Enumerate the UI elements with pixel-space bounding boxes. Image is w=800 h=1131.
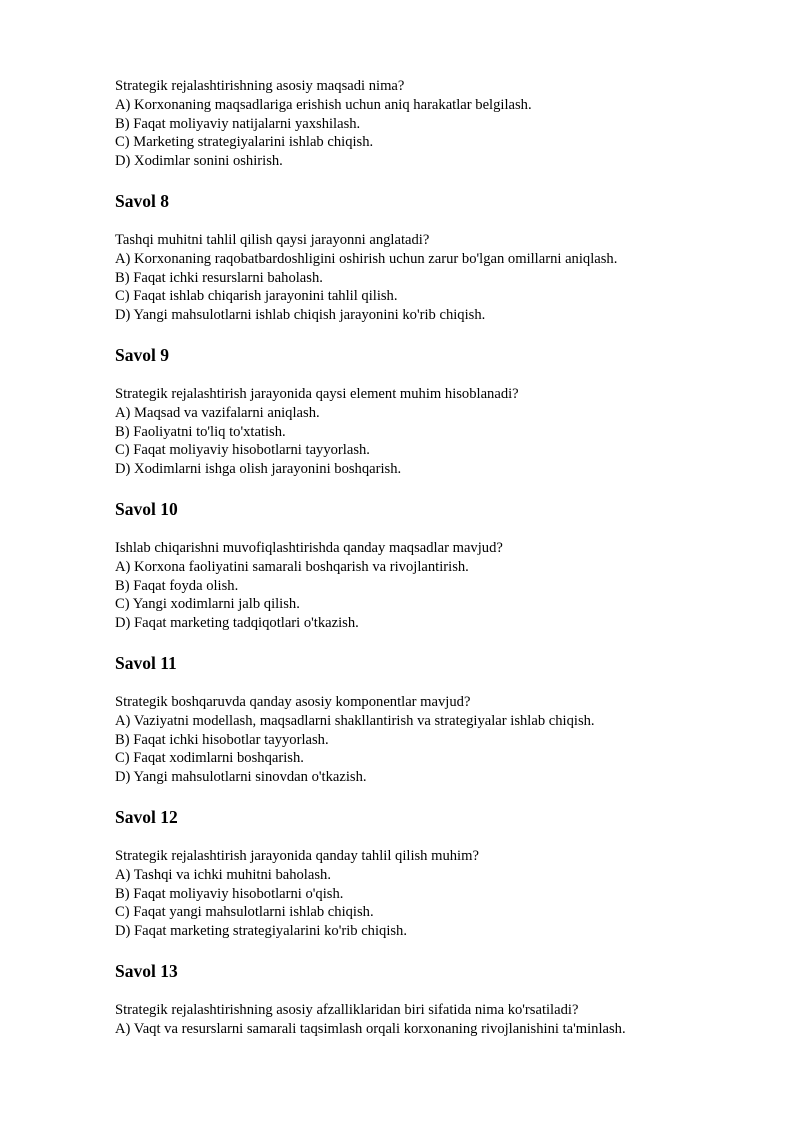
question-block-savol-10: [115, 539, 715, 633]
answer-option-b: B) Faqat ichki resurslarni baholash.: [115, 269, 323, 286]
section-heading-savol-11: Savol 11: [115, 652, 177, 673]
answer-option-d: D) Xodimlarni ishga olish jarayonini boshqarish.: [115, 461, 402, 478]
question-block-savol-12: [115, 847, 715, 941]
question-block-savol-9: [115, 385, 715, 479]
answer-option-c: C) Faqat ishlab chiqarish jarayonini tahlil qilish.: [115, 288, 398, 305]
question-text: Strategik rejalashtirish jarayonida qanday tahlil qilish muhim?: [115, 847, 479, 864]
question-block-savol-8: [115, 231, 715, 325]
answer-option-b: B) Faoliyatni to'liq to'xtatish.: [115, 423, 286, 440]
answer-option-d: D) Faqat marketing tadqiqotlari o'tkazish.: [115, 615, 359, 632]
question-text: Strategik rejalashtirish jarayonida qaysi element muhim hisoblanadi?: [115, 385, 519, 402]
answer-option-a: A) Vaziyatni modellash, maqsadlarni shakllantirish va strategiyalar ishlab chiqish.: [115, 712, 595, 729]
answer-option-a: A) Vaqt va resurslarni samarali taqsimlash orqali korxonaning rivojlanishini ta'minlash.: [115, 1020, 626, 1037]
section-heading-savol-8: Savol 8: [115, 190, 169, 211]
question-text: Strategik rejalashtirishning asosiy afzalliklaridan biri sifatida nima ko'rsatiladi?: [115, 1001, 579, 1018]
question-block-savol-13: [115, 1001, 715, 1039]
answer-option-c: C) Faqat xodimlarni boshqarish.: [115, 750, 304, 767]
answer-option-c: C) Faqat moliyaviy hisobotlarni tayyorlash.: [115, 442, 370, 459]
answer-option-a: A) Maqsad va vazifalarni aniqlash.: [115, 404, 320, 421]
question-text: Tashqi muhitni tahlil qilish qaysi jarayonni anglatadi?: [115, 231, 430, 248]
answer-option-c: C) Marketing strategiyalarini ishlab chiqish.: [115, 134, 374, 151]
section-heading-savol-10: Savol 10: [115, 498, 178, 519]
answer-option-d: D) Yangi mahsulotlarni sinovdan o'tkazish.: [115, 769, 367, 786]
answer-option-a: A) Korxonaning raqobatbardoshligini oshirish uchun zarur bo'lgan omillarni aniqlash.: [115, 250, 618, 267]
document-page: [115, 77, 715, 1039]
answer-option-d: D) Xodimlar sonini oshirish.: [115, 153, 283, 170]
answer-option-b: B) Faqat foyda olish.: [115, 577, 239, 594]
answer-option-a: A) Tashqi va ichki muhitni baholash.: [115, 866, 331, 883]
section-heading-savol-13: Savol 13: [115, 960, 178, 981]
question-text: Strategik boshqaruvda qanday asosiy komponentlar mavjud?: [115, 693, 471, 710]
question-block-intro: [115, 77, 715, 171]
question-block-savol-11: [115, 693, 715, 787]
question-text: Ishlab chiqarishni muvofiqlashtirishda qanday maqsadlar mavjud?: [115, 539, 503, 556]
answer-option-a: A) Korxona faoliyatini samarali boshqarish va rivojlantirish.: [115, 558, 469, 575]
answer-option-d: D) Yangi mahsulotlarni ishlab chiqish jarayonini ko'rib chiqish.: [115, 307, 486, 324]
question-text: Strategik rejalashtirishning asosiy maqsadi nima?: [115, 78, 405, 94]
answer-option-c: C) Yangi xodimlarni jalb qilish.: [115, 596, 300, 613]
answer-option-a: A) Korxonaning maqsadlariga erishish uchun aniq harakatlar belgilash.: [115, 96, 532, 113]
answer-option-b: B) Faqat moliyaviy natijalarni yaxshilash.: [115, 115, 361, 132]
answer-option-d: D) Faqat marketing strategiyalarini ko'rib chiqish.: [115, 923, 407, 940]
section-heading-savol-9: Savol 9: [115, 344, 169, 365]
answer-option-c: C) Faqat yangi mahsulotlarni ishlab chiqish.: [115, 904, 374, 921]
answer-option-b: B) Faqat ichki hisobotlar tayyorlash.: [115, 731, 329, 748]
section-heading-savol-12: Savol 12: [115, 806, 178, 827]
answer-option-b: B) Faqat moliyaviy hisobotlarni o'qish.: [115, 885, 344, 902]
